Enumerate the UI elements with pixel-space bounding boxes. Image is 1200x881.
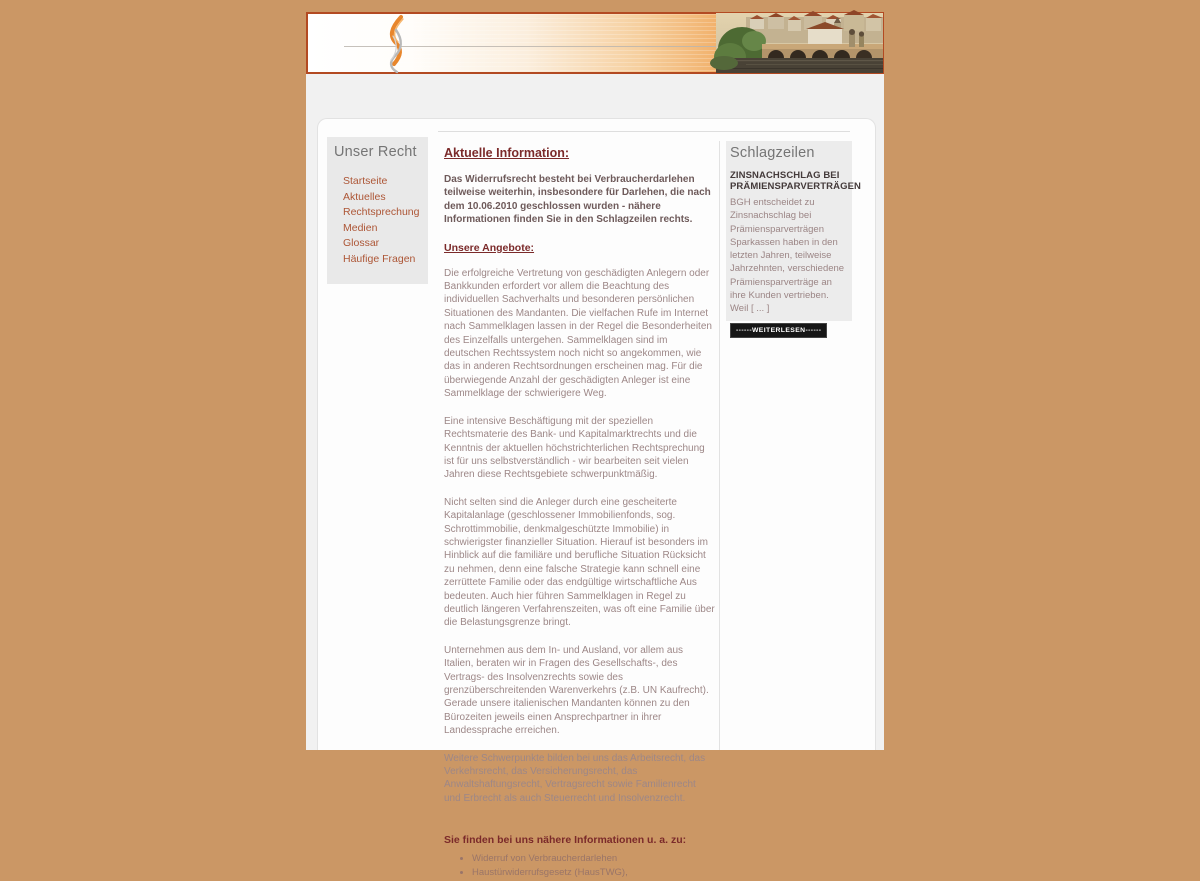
headline-article-title: ZINSNACHSCHLAG BEI PRÄMIENSPARVERTRÄGEN — [730, 170, 861, 192]
offer-list — [472, 852, 715, 880]
offer-list-intro: Sie finden bei uns nähere Informationen u. a. zu: — [444, 834, 687, 847]
offer-list-item: • Haustürwiderrufsgesetz (HausTWG), — [472, 866, 715, 880]
article-intro: Das Widerrufsrecht besteht bei Verbraucherdarlehen teilweise weiterhin, insbesondere für Darlehen, die nach dem 10.06.2010 geschlossen wurden - nähere Informationen finden Sie in den Schlagzeilen rechts. — [444, 174, 711, 226]
headlines-box — [726, 141, 861, 334]
sidebar-menu — [343, 174, 422, 268]
article-paragraph: Unternehmen aus dem In- und Ausland, vor allem aus Italien, beraten wir in Fragen des Gesellschafts-, des Vertrags- des Insolvenzrechts sowie des grenzüberschreitenden Warenverkehrs (z.B. UN Kaufrecht). Gerade unsere italienischen Mandanten können zu den Bürozeiten jeweils einen Ansprechpartner in ihrer Landessprache erreichen. — [444, 644, 709, 737]
sidebar-title: Unser Recht — [334, 144, 417, 160]
headline-article-lead: BGH entscheidet zu Zinsnachschlag bei Prämiensparverträgen — [730, 197, 824, 235]
sidebar-item-startseite[interactable]: Startseite — [343, 175, 388, 187]
article-paragraph: Weitere Schwerpunkte bilden bei uns das Arbeitsrecht, das Verkehrsrecht, das Versicherungsrecht, das Anwaltshaftungsrecht, Vertragsrecht sowie Familienrecht und Erbrecht als auch Steuerrecht und Insolvenzrecht. — [444, 752, 706, 804]
sidebar-item-glossar[interactable]: Glossar — [343, 237, 380, 250]
article-subtitle: Unsere Angebote: — [444, 241, 535, 254]
paragraph-sign-logo-icon — [384, 16, 414, 73]
header-banner — [306, 12, 884, 74]
article-paragraph: Die erfolgreiche Vertretung von geschädigten Anlegern oder Bankkunden erfordert vor allem die Beachtung des individuellen Sachverhalts und besonderen persönlichen Situationen des Mandanten. Die vielfachen Rufe im Internet nach Sammelklagen lassen in der Regel die Besonderheiten des Einzelfalls untergehen. Sammelklagen sind im deutschen Rechtssystem noch nicht so angekommen, wie das in anderen Rechtsordnungen erscheinen mag. Für die überwiegende Anzahl der geschädigten Anleger ist eine Sammelklage der schwierigere Weg. — [444, 267, 712, 400]
article-paragraph: Eine intensive Beschäftigung mit der speziellen Rechtsmaterie des Bank- und Kapitalmarktrechts und die Kenntnis der aktuellen höchstrichterlichen Rechtsprechung ist für uns selbstverständlich - wir bearbeiten seit vielen Jahren diese Rechtsgebiete schwerpunktmäßig. — [444, 415, 705, 481]
headline-article-text: Sparkassen haben in den letzten Jahren, teilweise Jahrzehnten, verschiedene Prämiensparverträge an ihre Kunden vertrieben. Weil [ ... ] — [730, 236, 845, 315]
sidebar-item-aktuelles[interactable]: Aktuelles — [343, 190, 386, 203]
content-top-rule — [438, 131, 850, 132]
article-column — [444, 146, 715, 881]
bridge-city-photo — [716, 13, 883, 73]
article-paragraph: Nicht selten sind die Anleger durch eine gescheiterte Kapitalanlage (geschlossener Immobilienfonds, sog. Schrottimmobilie, denkmalgeschützte Immobilie) in schwierigster finanzieller Situation. Hierauf ist besonders im Hinblick auf die familiäre und berufliche Situation Rücksicht zu nehmen, denn eine falsche Strategie kann schnell eine zerrüttete Familie oder das endgültige wirtschaftliche Aus bedeuten. Auch hier führen Sammelklagen in Regel zu deutlich längeren Verfahrenszeiten, was oft eine Familie über die Belastungsgrenze bringt. — [444, 496, 715, 629]
left-sidebar — [327, 137, 428, 284]
offer-list-item: • Widerruf von Verbraucherdarlehen — [472, 852, 715, 866]
sidebar-item-medien[interactable]: Medien — [343, 221, 378, 234]
read-more-button[interactable]: ------WEITERLESEN------ — [730, 323, 827, 338]
article-title: Aktuelle Information: — [444, 146, 570, 160]
sidebar-item-haeufige-fragen[interactable]: Häufige Fragen — [343, 252, 416, 265]
sidebar-divider-line — [719, 141, 720, 750]
sidebar-item-rechtsprechung[interactable]: Rechtsprechung — [343, 206, 420, 219]
headlines-title: Schlagzeilen — [730, 145, 815, 161]
content-panel — [317, 118, 876, 879]
